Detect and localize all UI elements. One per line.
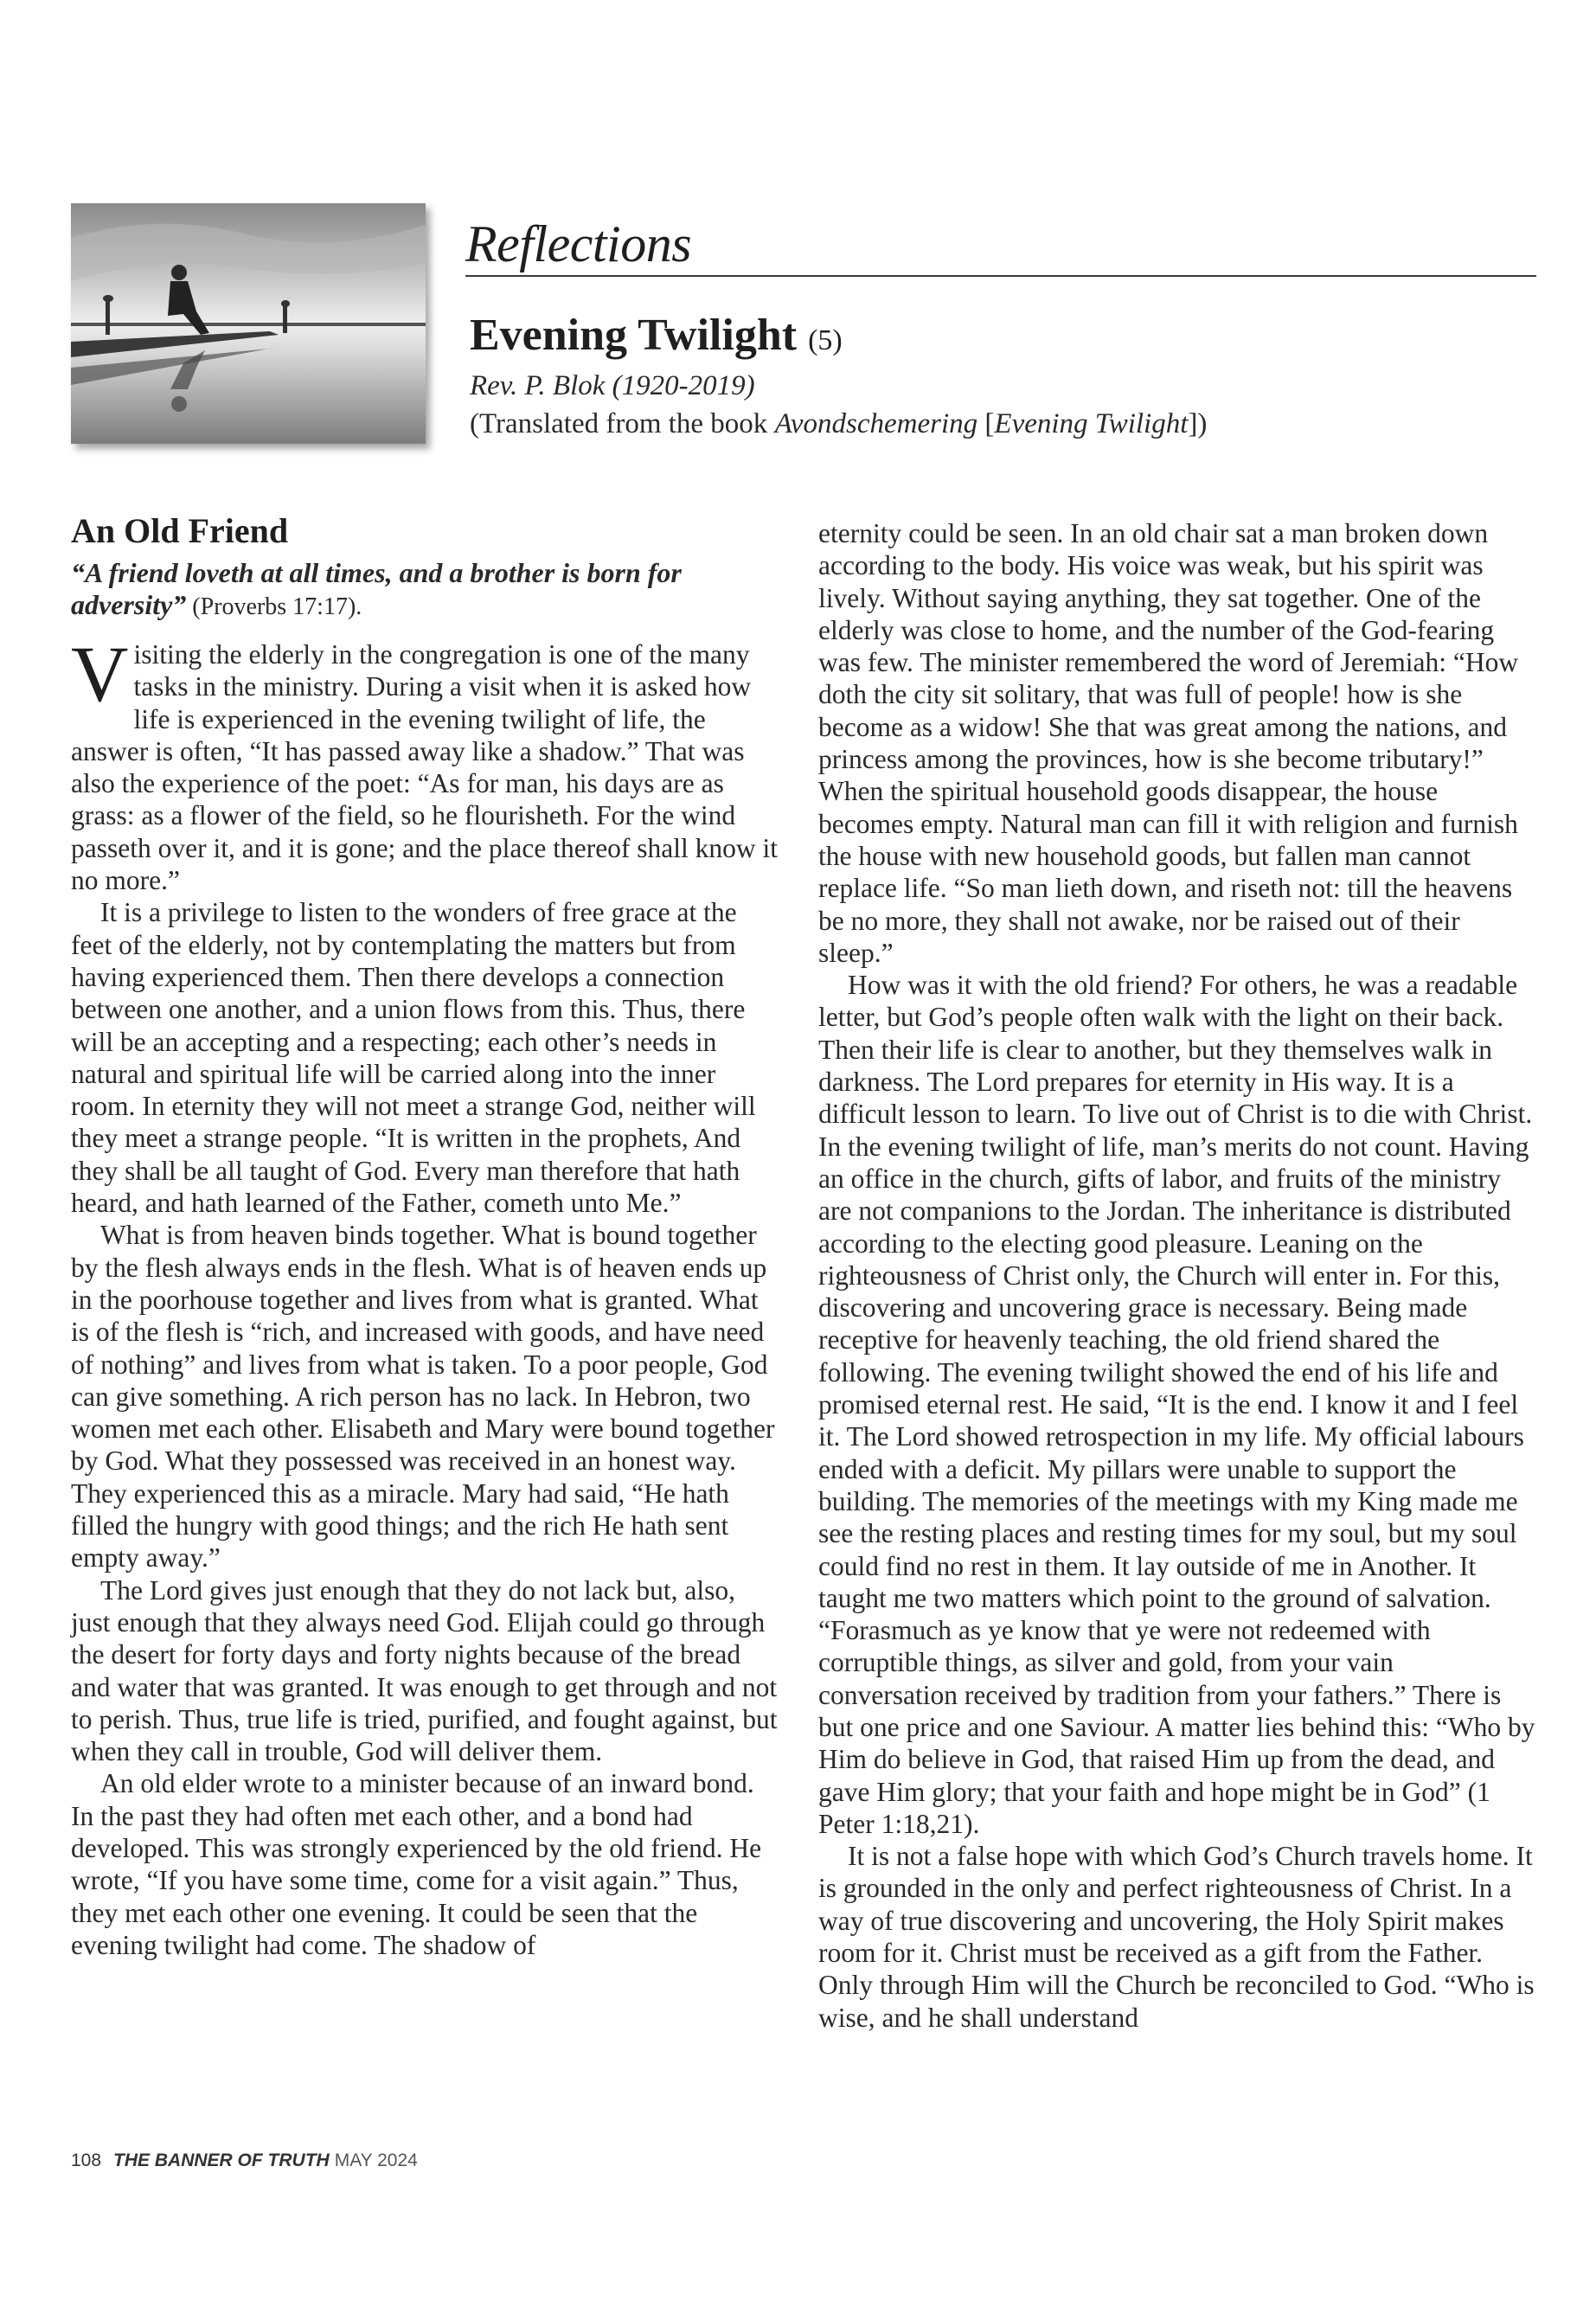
header-photo: [71, 203, 426, 444]
epigraph-reference: (Proverbs 17:17).: [186, 593, 362, 620]
epigraph: [71, 557, 780, 623]
epigraph-quote: “A friend loveth at all times, and a brother is born for adversity”: [71, 557, 682, 620]
drop-cap: V: [71, 630, 129, 718]
paragraph-5: An old elder wrote to a minister because of an inward bond. In the past they had often met each other, and a bond had developed. This was strongly experienced by the old friend. He wrote, “If you have some time, come for a visit again.” Thus, they met each other one evening. It could be seen that the evening twilight had come. The shadow of: [71, 1768, 762, 1960]
paragraph-1: [71, 630, 780, 896]
paragraph-3: What is from heaven binds together. What is bound together by the flesh always ends in the flesh. What is of heaven ends up in the poorhouse together and lives from what is granted. What is of the flesh is “rich, and increased with goods, and have need of nothing” and lives from what is taken. To a poor people, God can give something. A rich person has no lack. In Hebron, two women met each other. Elisabeth and Mary were bound together by God. What they possessed was received in an honest way. They experienced this as a miracle. Mary had said, “He hath filled the hungry with good things; and the rich He hath sent empty away.”: [71, 1220, 775, 1574]
paragraph-4: The Lord gives just enough that they do not lack but, also, just enough that they always need God. Elijah could go through the desert for forty days and forty nights because of the bread and water that was granted. It was enough to get through and not to perish. Thus, true life is tried, purified, and fought against, but when they call in trouble, God will deliver them.: [71, 1574, 778, 1767]
paragraph-1-text: isiting the elderly in the congregation is one of the many tasks in the ministry. During a visit when it is asked how life is experienced in the evening twilight of life, the answer is often, “It has passed away like a shadow.” That was also the experience of the poet: “As for man, his days are as grass: as a flower of the field, so he flourisheth. For the wind passeth over it, and it is gone; and the place thereof shall know it no more.”: [71, 639, 779, 896]
left-column: [71, 510, 780, 1961]
article-title: [470, 310, 843, 361]
page-number: 108: [71, 2150, 102, 2170]
author-line: Rev. P. Blok (1920-2019): [470, 370, 755, 401]
paragraph-5-continued: eternity could be seen. In an old chair sat a man broken down according to the body. His voice was weak, but his spirit was lively. Without saying anything, they sat together. One of the elderly was close to home, and the number of the God-fearing was few. The minister remembered the word of Jeremiah: “How doth the city sit solitary, that was full of people! how is she become as a widow! She that was great among the nations, and princess among the provinces, how is she become tributary!” When the spiritual household goods disappear, the house becomes empty. Natural man can fill it with religion and furnish the house with new household goods, but fallen man cannot replace life. “So man lieth down, and riseth not: till the heavens be no more, they shall not awake, nor be raised out of their sleep.”: [818, 518, 1519, 968]
paragraph-7: It is not a false hope with which God’s Church travels home. It is grounded in the only and perfect righteousness of Christ. In a way of true discovering and uncovering, the Holy Spirit makes room for it. Christ must be received as a gift from the Father. Only through Him will the Church be reconciled to God. “Who is wise, and he shall understand: [818, 1841, 1535, 2033]
title-text: Evening Twilight: [470, 311, 798, 360]
translation-prefix: (Translated from the book: [470, 408, 775, 439]
translation-note: [470, 408, 1207, 440]
man-sitting-on-pier-photo: [71, 203, 426, 444]
section-title: Reflections: [465, 215, 692, 272]
article-heading: An Old Friend: [71, 511, 289, 550]
book-title: Avondschemering: [774, 408, 978, 439]
bracket-open: [: [977, 408, 995, 439]
title-part: (5): [808, 324, 843, 356]
publication-name: THE BANNER OF TRUTH: [113, 2150, 330, 2170]
book-translation: Evening Twilight: [994, 408, 1189, 439]
paragraph-2: It is a privilege to listen to the wonders of free grace at the feet of the elderly, not by contemplating the matters but from having experienced them. Then there develops a connection between one another, and a union flows from this. Thus, there will be an accepting and a respecting; each other’s needs in natural and spiritual life will be carried along into the inner room. In eternity they will not meet a strange God, neither will they meet a strange people. “It is written in the prophets, And they shall be all taught of God. Every man therefore that hath heard, and hath learned of the Father, cometh unto Me.”: [71, 897, 756, 1219]
section-rule: [465, 275, 1536, 277]
page-footer: [71, 2150, 418, 2171]
bracket-close: ]): [1188, 408, 1208, 439]
paragraph-6: How was it with the old friend? For others, he was a readable letter, but God’s people often walk with the light on their back. Then their life is clear to another, but they themselves walk in darkness. The Lord prepares for eternity in His way. It is a difficult lesson to learn. To live out of Christ is to die with Christ. In the evening twilight of life, man’s merits do not count. Having an office in the church, gifts of labor, and fruits of the ministry are not companions to the Jordan. The inheritance is distributed according to the electing good pleasure. Leaning on the righteousness of Christ only, the Church will enter in. For this, discovering and uncovering grace is necessary. Being made receptive for heavenly teaching, the old friend shared the following. The evening twilight showed the end of his life and promised eternal rest. He said, “It is the end. I know it and I feel it. The Lord showed retrospection in my life. My official labours ended with a deficit. My pillars were unable to support the building. The memories of the meetings with my King made me see the resting places and resting times for my soul, but my soul could find no rest in them. It lay outside of me in Another. It taught me two matters which point to the ground of salvation. “Forasmuch as ye know that ye were not redeemed with corruptible things, as silver and gold, from your vain conversation received by tradition from your fathers.” There is but one price and one Saviour. A matter lies behind this: “Who by Him do believe in God, that raised Him up from the dead, and gave Him glory; that your faith and hope might be in God” (1 Peter 1:18,21).: [818, 970, 1535, 1839]
right-column: [818, 517, 1538, 2034]
issue-date: MAY 2024: [334, 2150, 418, 2170]
